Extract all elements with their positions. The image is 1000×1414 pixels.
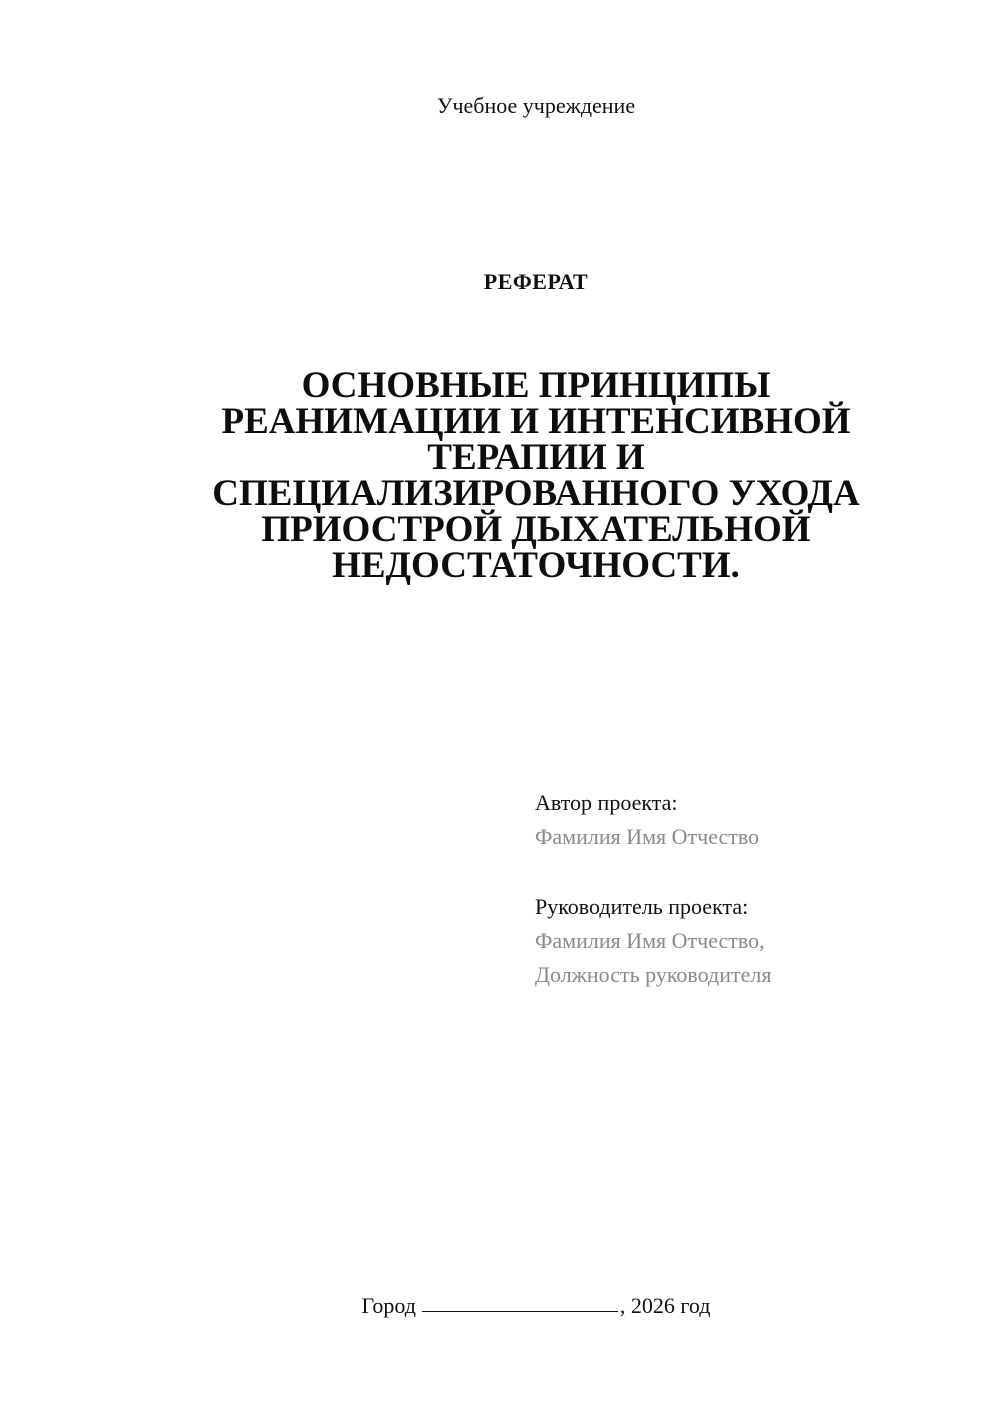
supervisor-name: Фамилия Имя Отчество, [535,928,765,953]
city-label: Город [361,1293,416,1318]
title-line: СПЕЦИАЛИЗИРОВАННОГО УХОДА [212,473,860,514]
author-name: Фамилия Имя Отчество [535,824,760,849]
city-blank-underline [422,1289,618,1312]
title-line: ОСНОВНЫЕ ПРИНЦИПЫ [301,365,771,406]
year-text: , 2026 год [619,1293,711,1318]
title-line: НЕДОСТАТОЧНОСТИ. [332,545,740,586]
city-year-line [0,1290,1000,1321]
title-line: РЕАНИМАЦИИ И ИНТЕНСИВНОЙ [221,401,851,442]
author-label: Автор проекта: [535,790,678,815]
project-info [535,786,975,992]
supervisor-label: Руководитель проекта: [535,894,749,919]
title-line: ПРИОСТРОЙ ДЫХАТЕЛЬНОЙ [261,509,811,550]
supervisor-position: Должность руководителя [535,962,772,987]
document-title [160,365,912,586]
title-line: ТЕРАПИИ И [427,437,645,478]
spacer [535,854,975,890]
institution-name: Учебное учреждение [436,93,636,118]
document-type: РЕФЕРАТ [483,269,589,294]
